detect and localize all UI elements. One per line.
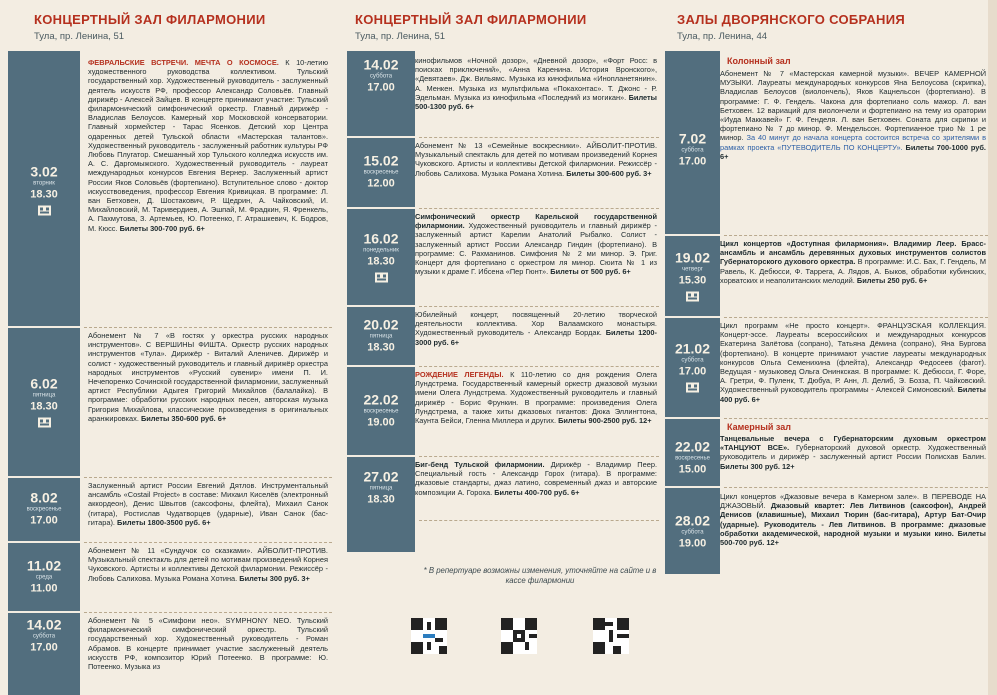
event-date: 11.02	[26, 557, 62, 573]
qr-code[interactable]	[411, 618, 447, 654]
event-price: Билеты 400-700 руб. 6+	[494, 487, 580, 497]
date-separator	[347, 305, 415, 307]
event-time: 19.00	[367, 416, 395, 428]
event-price: Билеты 300-600 руб. 3+	[566, 168, 652, 178]
divider	[84, 612, 332, 613]
column-address: Тула, пр. Ленина, 44	[677, 31, 768, 42]
event-text	[720, 492, 992, 572]
event-weekday: понедельник	[363, 247, 399, 253]
event-weekday: воскресенье	[675, 455, 710, 462]
event-title: ФЕВРАЛЬСКИЕ ВСТРЕЧИ. МЕЧТА О КОСМОСЕ.	[88, 58, 279, 67]
event-item	[665, 237, 992, 314]
event-extra: За 40 минут до начала концерта состоится встреча со зрителями в рамках проекта «ПУТЕВОДИТЕЛЬ ПО КОНЦЕРТУ».	[720, 133, 987, 152]
event-date: 15.02	[363, 152, 399, 169]
event-date-block	[347, 308, 415, 363]
event-body: К 10-летию художественного руководства коллективом. Тульский государственный хор. Художественный руководитель - заслуженный деятель искусств РФ, профессор Александр Соловьёв. Главный дирижёр - Алексей Зайцев. В концерте принимают участие: Тульский филармонический симфонический оркестр. Главный дирижёр - Владислав Белоусов. Камерный хор Московской консерватории. Главный хормейстер - Тарас Ясенков. Детский хор Центра одаренных детей Тульской области «Мастерская талантов». Художественный руководитель - заслуженный работник культуры РФ Любовь Плугатор. Смешанный хор Тульского колледжа искусств им. А. С. Даргомыжского. Художественный руководитель - лауреат международных конкурсов Евгения Вернер. Заслуженный артист России Яков Соловьёв (фортепиано). Вступительное слово - доктор искусствоведения, профессор Евгения Кривицкая. В программе: Л. ван Бетховен, Д. Шостакович, Р. Щедрин, А. Чайковский, И. Михайловский, М. Таривердиев, А. Эшпай, М. Фрадкин, Я. Френкель, А. Пахмутова, З. Артемьев, Ю. Потеенко, Г. Атрашкевич, К. Бодров, М. Кюсс.	[88, 58, 328, 233]
event-text	[720, 239, 992, 312]
event-date-block	[665, 237, 720, 314]
event-time: 17.00	[30, 641, 58, 654]
event-date-block	[347, 139, 415, 205]
event-title: РОЖДЕНИЕ ЛЕГЕНДЫ.	[415, 370, 504, 379]
event-time: 18.30	[367, 255, 395, 267]
column-noble-assembly	[665, 0, 992, 695]
event-weekday: пятница	[369, 485, 393, 492]
ticket-icon[interactable]	[686, 383, 699, 393]
event-body: Художественный руководитель - Александр Бордак.	[415, 328, 602, 338]
divider	[419, 208, 659, 209]
event-date-block	[665, 319, 720, 415]
date-separator	[665, 486, 720, 488]
event-weekday: воскресенье	[363, 408, 399, 414]
qr-icon	[501, 618, 537, 654]
event-time: 19.00	[678, 537, 707, 550]
event-weekday: суббота	[369, 73, 393, 80]
qr-code[interactable]	[501, 618, 537, 654]
event-text	[415, 370, 663, 451]
hall-title: Колонный зал	[727, 56, 791, 66]
event-date-block	[8, 614, 80, 695]
event-time: 15.00	[678, 463, 707, 476]
event-item	[8, 614, 334, 695]
event-item	[665, 67, 992, 233]
column-header: КОНЦЕРТНЫЙ ЗАЛ ФИЛАРМОНИИ	[34, 12, 266, 27]
event-time: 18.30	[367, 341, 395, 353]
event-item	[347, 308, 663, 363]
ticket-icon[interactable]	[686, 291, 699, 301]
event-date-block	[665, 490, 720, 574]
event-price: Билеты 300-700 руб. 6+	[119, 223, 205, 233]
event-date: 8.02	[30, 489, 58, 506]
event-time: 17.00	[367, 81, 395, 94]
qr-icon	[593, 618, 629, 654]
column-philharmonic-2	[347, 0, 665, 695]
date-separator	[8, 476, 80, 478]
event-weekday: суббота	[681, 147, 704, 154]
event-price: Билеты 300 руб. 12+	[720, 461, 795, 471]
event-date: 19.02	[674, 249, 711, 265]
event-weekday: суббота	[681, 357, 704, 364]
event-date-block	[8, 329, 80, 474]
event-item	[8, 544, 334, 609]
date-separator	[665, 417, 720, 419]
event-date: 20.02	[363, 316, 399, 332]
event-title: Танцевальные вечера с Губернаторским духовым оркестром «ТАНЦУЮТ ВСЕ».	[720, 434, 986, 453]
event-weekday: воскресенье	[26, 506, 62, 513]
divider	[84, 542, 332, 543]
event-weekday: суббота	[681, 529, 704, 536]
event-price: Билеты 1200-3000 руб. 6+	[415, 328, 657, 347]
event-date: 14.02	[26, 616, 62, 633]
date-separator	[8, 541, 80, 543]
event-title: Абонемент № 11 «Сундучок со сказками». АЙБОЛИТ-ПРОТИВ.	[88, 546, 328, 555]
divider	[419, 306, 659, 307]
divider	[419, 137, 659, 138]
event-item	[347, 139, 663, 205]
event-body: Концерт-эссе. Лауреаты всероссийских и международных конкурсов Екатерина Залётова (сопрано), Татьяна Дёмина (сопрано), Яна Бургова (фортепиано). В концерте принимают участие лауреаты международных конкурсов Ольга Семенихина (флейта), Александр Федосеев (фагот). Ведущая - музыковед Ольга Онинкская. В программе: К. Дебюсси, Г. Форе, А. Гретри, Ф. Пуленк, Т. Дюбуа, Р. Анн, Л. Делиб, Э. Бозза, П. Чайковский. Художественный руководитель программы - Алексей Симоновский.	[720, 330, 986, 395]
event-price: Билеты 1800-3500 руб. 6+	[117, 517, 211, 527]
event-date: 22.02	[674, 438, 711, 455]
event-price: Билеты 900-2500 руб. 12+	[558, 416, 652, 426]
column-header: КОНЦЕРТНЫЙ ЗАЛ ФИЛАРМОНИИ	[355, 12, 587, 27]
event-date-block	[347, 458, 415, 518]
event-item	[347, 458, 663, 518]
event-price: Билеты 500-1300 руб. 6+	[415, 92, 657, 112]
event-date: 27.02	[363, 468, 399, 485]
event-text	[88, 481, 334, 537]
event-price: Билеты 500-700 руб. 12+	[720, 528, 986, 548]
event-text	[415, 141, 663, 203]
event-date: 7.02	[678, 130, 707, 147]
event-date-block	[8, 544, 80, 609]
date-separator	[665, 316, 720, 318]
hall-title: Камерный зал	[727, 422, 792, 432]
event-price: Билеты от 500 руб. 6+	[550, 267, 631, 277]
event-weekday: четверг	[682, 266, 703, 272]
event-item	[8, 329, 334, 474]
event-date-block	[665, 432, 720, 484]
event-weekday: среда	[35, 574, 53, 580]
event-item	[347, 210, 663, 303]
event-body: Оркестр русских народных инструментов «Тула». Дирижёр - Виталий Аленичев. Дирижёр и солист - художественный руководитель и главный дирижёр оркестра народных инструментов «Русский сувенир» имени П. И. Нечепоренко Сочинской государственной филармонии, заслуженный артист Республики Адыгея Григорий Михайлов (балалайка). В программе: обработки русских народных песен, авторская музыка Григория Михайлова, классические произведения в оригинальных аранжировках.	[88, 340, 328, 423]
event-date-block	[665, 67, 720, 233]
event-time: 17.00	[30, 514, 58, 527]
event-weekday: пятница	[32, 392, 56, 398]
event-title: Абонемент № 7 «В гостях у оркестра русских народных инструментов». С ВЕРШИНЫ ФИШТА.	[88, 331, 328, 350]
event-title: Абонемент № 7 «Мастерская камерной музыки». ВЕЧЕР КАМЕРНОЙ МУЗЫКИ.	[720, 69, 986, 88]
event-item	[665, 319, 992, 415]
event-text	[415, 460, 663, 516]
event-body: Художественный руководитель и главный дирижёр - заслуженный артист Карелии Анатолий Рыбалко. Солист - заслуженный артист России Александр Гиндин (фортепиано). В программе: С. Рахманинов. Симфония № 2 ми минор. Э. Григ. Концерт для фортепиано с оркестром ля минор. Сюита № 1 из музыки к драме Г. Ибсена «Пер Гюнт».	[415, 221, 657, 277]
event-body: Музыкальный спектакль для детей по мотивам произведений Корнея Чуковского. Артисты и коллективы Детской филармонии. Режиссёр - Любовь Салихова. Музыка Романа Хотина.	[415, 150, 657, 178]
event-title: Заслуженный артист России Евгений Дятлов. Инструментальный ансамбль «Costail Project»	[88, 481, 328, 500]
event-text	[88, 616, 334, 693]
event-date: 28.02	[674, 512, 711, 529]
event-text	[415, 56, 663, 132]
event-weekday: вторник	[33, 180, 55, 187]
column-philharmonic-1	[0, 0, 336, 695]
event-title: Цикл программ «Не просто концерт». ФРАНЦУЗСКАЯ КОЛЛЕКЦИЯ.	[720, 321, 986, 330]
event-title: Цикл концертов «Доступная филармония». Владимир Леер. Брасс-ансамбль и ансамбль деревянных духовых инструментов солистов Губернаторского духового оркестра.	[720, 239, 986, 267]
event-item	[347, 368, 663, 453]
event-date-block	[347, 54, 415, 134]
event-title: Цикл концертов «Джазовые вечера в Камерном зале». В ПЕРЕВОДЕ НА ДЖАЗОВЫЙ.	[720, 492, 986, 511]
ticket-icon[interactable]	[38, 206, 51, 216]
divider	[724, 487, 988, 488]
divider	[724, 317, 988, 318]
event-price: Билеты 350-600 руб. 6+	[140, 413, 227, 423]
divider	[84, 477, 332, 478]
event-text	[88, 58, 334, 322]
divider	[84, 327, 332, 328]
divider	[419, 366, 659, 367]
column-address: Тула, пр. Ленина, 51	[355, 31, 446, 42]
date-separator	[347, 455, 415, 457]
date-separator	[347, 365, 415, 367]
event-time: 12.00	[367, 177, 395, 190]
event-text	[720, 321, 992, 413]
event-body: в составе: Михаил Киселёв (электронный аккордеон), Денис Швытов (саксофоны, флейта), Михаил Санок (гитара), Ростислав Чудатворцев (ударные), Иван Санок (бас-гитара).	[88, 490, 328, 527]
event-date: 21.02	[674, 340, 711, 357]
ticket-icon[interactable]	[375, 272, 388, 282]
qr-code[interactable]	[593, 618, 629, 654]
event-time: 11.00	[30, 582, 58, 594]
event-body: К 110-летию со дня рождения Олега Лундстрема. Государственный камерный оркестр джазовой музыки имени Олега Лундстрема. Художественный руководитель и главный дирижёр - Борис Фрункин. В программе: произведения Олега Лундстрема, а также хиты джазовых гигантов: Дюка Эллингтона, Каунта Бейси, Гленна Миллера и других.	[415, 370, 658, 426]
event-date-block	[347, 368, 415, 453]
event-title: Абонемент № 5 «Симфони нео». SYMPHONY NEO.	[88, 616, 292, 625]
event-price: Билеты 400 руб. 6+	[720, 385, 986, 404]
event-body: кинофильмов «Ночной дозор», «Дневной дозор», «Форт Росс: в поисках приключений», «Анна Каренина. История Вронского», «Девятаев». Дж. Вильямс. Музыка из кинофильма «Инопланетянин». А. Менкен. Музыка из мультфильма «Покахонтас». Т. Джонс - Р. Эдельман. Музыка из кинофильма «Последний из могикан».	[415, 56, 657, 102]
event-time: 15.30	[678, 274, 707, 286]
event-weekday: пятница	[369, 333, 393, 339]
column-header: ЗАЛЫ ДВОРЯНСКОГО СОБРАНИЯ	[677, 12, 906, 27]
event-date: 14.02	[363, 56, 399, 73]
event-date: 6.02	[30, 375, 58, 391]
event-body: В программе: И.С. Бах, Г. Гендель, М Равель, К. Дебюсси, Ф. Таррега, А. Лядов, А. Быков, обработки кубинских, хорватских и неаполитанских мелодий.	[720, 257, 986, 285]
event-date: 16.02	[363, 230, 399, 246]
divider	[419, 520, 659, 521]
ticket-icon[interactable]	[38, 417, 51, 427]
divider	[724, 235, 988, 236]
event-text	[720, 434, 992, 482]
event-item	[347, 54, 663, 134]
event-text	[415, 212, 663, 301]
event-title: Юбилейный концерт, посвященный 20-летию творческой деятельности коллектива. Хор Валаамского монастыря.	[415, 310, 657, 329]
event-text	[415, 310, 663, 361]
event-time: 18.30	[30, 400, 58, 412]
event-title: Биг-бенд Тульской филармонии.	[415, 460, 545, 469]
event-time: 17.00	[678, 365, 707, 378]
event-weekday: воскресенье	[363, 169, 399, 176]
event-date-block	[8, 56, 80, 324]
column-address: Тула, пр. Ленина, 51	[34, 31, 125, 42]
event-weekday: суббота	[32, 633, 56, 640]
event-body: Губернаторский духовой оркестр. Художественный руководитель и дирижёр - заслуженный артист России Полисхав Балин.	[720, 443, 986, 462]
event-date-block	[347, 210, 415, 303]
event-title: Симфонический оркестр Карельской государственной филармонии.	[415, 212, 657, 231]
event-body: Музыкальный спектакль для детей по мотивам произведений Корнея Чуковского. Артисты и коллективы Детской филармонии. Режиссёр - Любовь Салихова. Музыка Романа Хотина.	[88, 555, 328, 583]
qr-icon	[411, 618, 447, 654]
divider	[419, 456, 659, 457]
event-text	[88, 331, 334, 472]
event-title: Абонемент № 13 «Семейные воскресники». АЙБОЛИТ-ПРОТИВ.	[415, 141, 657, 150]
event-item	[665, 432, 992, 484]
page-edge	[988, 0, 997, 695]
event-date-block	[8, 479, 80, 539]
event-date: 22.02	[363, 391, 399, 407]
event-body: Дирижёр - Владимир Пеер. Специальный гость - Александр Горох (гитара). В программе: джазовые стандарты, джаз латино, современный джаз и авторские композиции А. Гороха.	[415, 460, 657, 497]
event-price: Билеты 700-1000 руб. 6+	[720, 142, 986, 161]
date-separator	[665, 234, 720, 236]
event-item	[8, 56, 334, 324]
event-item	[665, 490, 992, 574]
repertoire-note: * В репертуаре возможны изменения, уточняйте на сайте и в кассе филармонии	[423, 566, 657, 585]
divider	[724, 418, 988, 419]
date-separator	[8, 611, 80, 613]
date-separator	[347, 136, 415, 138]
event-text	[720, 69, 992, 231]
event-time: 18.30	[367, 493, 395, 506]
event-body: Лауреаты международных конкурсов Яна Белоусова (скрипка), Владислав Белоусов (виолончель), Яков Кацнельсон (фортепиано). В программе: Г. Ф. Гендель. Чакона для фортепиано соль мажор. Л. ван Бетховен. 12 вариаций для виолончели и фортепиано на тему из оратории «Иуда Маккавей» Г. Ф. Генделя. Л. ван Бетховен. Соната для скрипки и фортепиано № 7 до минор. Ф. Мендельсон. Фортепианное трио № 1 ре минор.	[720, 78, 987, 143]
event-body: Тульский филармонический симфонический оркестр. Тульский государственный хор. Художественный руководитель - Роман Абрамов. В концерте принимает участие заслуженный деятель искусств РФ, композитор Юрий Потеенко. В программе: Ю. Потеенко. Музыка из	[88, 616, 328, 672]
date-separator	[347, 207, 415, 209]
event-price: Билеты 300 руб. 3+	[239, 573, 310, 583]
event-time: 18.30	[30, 188, 58, 201]
event-date: 3.02	[30, 163, 58, 180]
event-text	[88, 546, 334, 607]
date-separator	[8, 326, 80, 328]
event-item	[8, 479, 334, 539]
event-time: 17.00	[678, 155, 707, 168]
event-price: Билеты 250 руб. 6+	[856, 275, 928, 285]
event-body: Джазовый квартет: Лев Литвинов (саксофон), Андрей Денисов (клавишные), Михаил Тюрин (бас-гитара), Артур Бат-Очир (ударные). Руководитель - Лев Литвинов. В программе: джазовые обработки академической, народной музыки и музыки кино.	[720, 501, 986, 538]
